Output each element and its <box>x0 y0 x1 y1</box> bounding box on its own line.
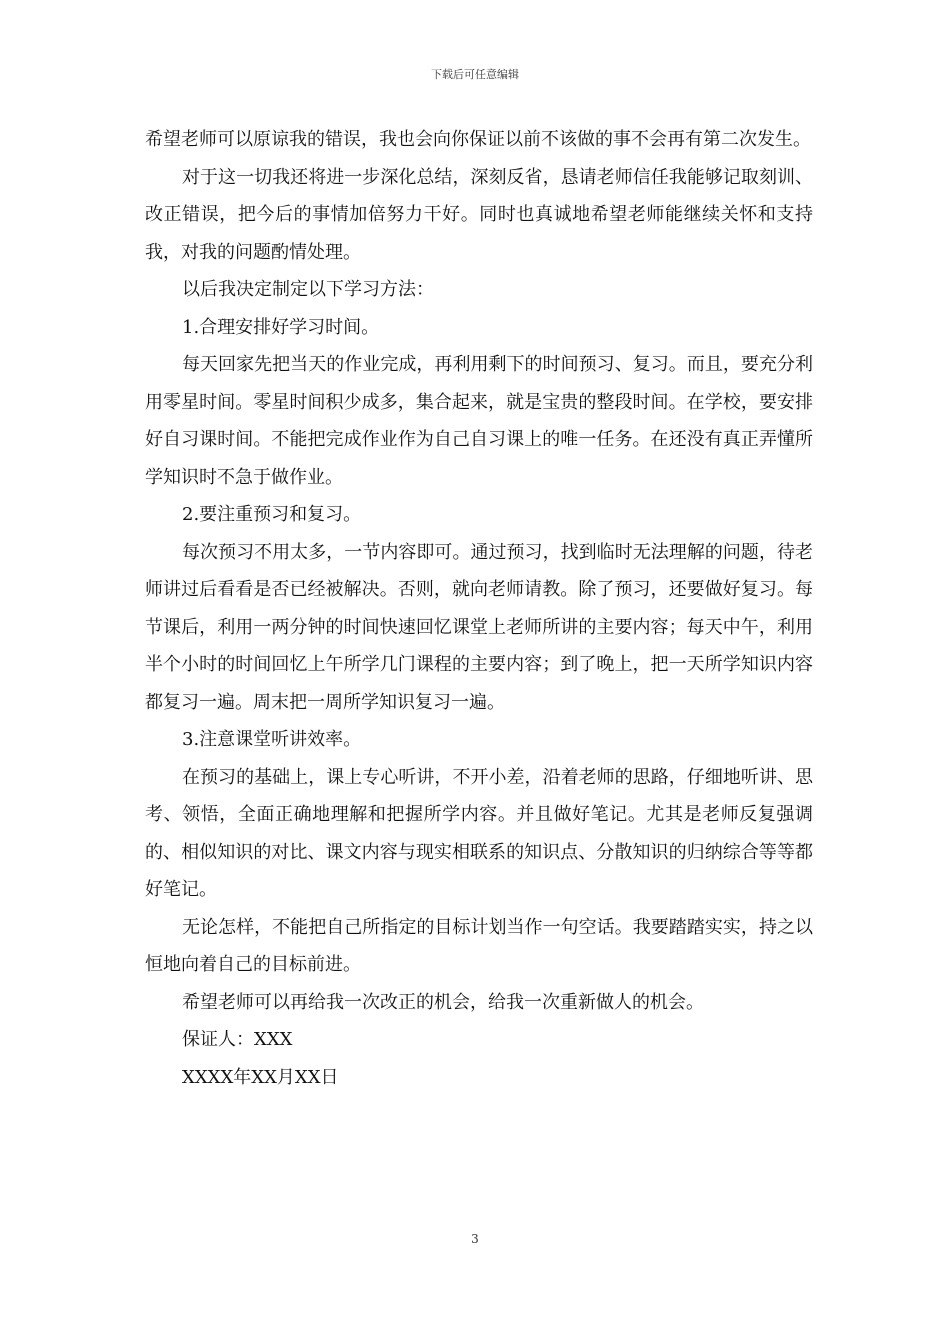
heading-method-2: 2.要注重预习和复习。 <box>182 504 362 525</box>
document-body <box>145 121 813 1096</box>
paragraph-methods-intro: 以后我决定制定以下学习方法： <box>182 279 434 300</box>
heading-method-3: 3.注意课堂听讲效率。 <box>182 729 362 750</box>
paragraph-method-2: 每次预习不用太多，一节内容即可。通过预习，找到临时无法理解的问题，待老师讲过后看看是否已经被解决。否则，就向老师请教。除了预习，还要做好复习。每节课后，利用一两分钟的时间快速回忆课堂上老师所讲的主要内容；每天中午，利用半个小时的时间回忆上午所学几门课程的主要内容；到了晚上，把一天所学知识内容都复习一遍。周末把一周所学知识复习一遍。 <box>145 541 813 713</box>
paragraph-method-3: 在预习的基础上，课上专心听讲，不开小差，沿着老师的思路，仔细地听讲、思考、领悟，全面正确地理解和把握所学内容。并且做好笔记。尤其是老师反复强调的、相似知识的对比、课文内容与现实相联系的知识点、分散知识的归纳综合等等都好笔记。 <box>145 766 813 900</box>
paragraph-request: 希望老师可以再给我一次改正的机会，给我一次重新做人的机会。 <box>182 991 704 1013</box>
page-header-note: 下载后可任意编辑 <box>431 68 519 81</box>
paragraph-method-1: 每天回家先把当天的作业完成，再利用剩下的时间预习、复习。而且，要充分利用零星时间。零星时间积少成多，集合起来，就是宝贵的整段时间。在学校，要安排好自习课时间。不能把完成作业作为自己自习课上的唯一任务。在还没有真正弄懂所学知识时不急于做作业。 <box>145 354 813 488</box>
signature-guarantor: 保证人：XXX <box>182 1029 293 1050</box>
signature-date: XXXX年XX月XX日 <box>182 1066 339 1088</box>
page-number: 3 <box>471 1232 479 1246</box>
paragraph-commitment: 无论怎样，不能把自己所指定的目标计划当作一句空话。我要踏踏实实，持之以恒地向着自己的目标前进。 <box>145 916 813 975</box>
heading-method-1: 1.合理安排好学习时间。 <box>182 316 380 338</box>
paragraph-reflection: 对于这一切我还将进一步深化总结，深刻反省，恳请老师信任我能够记取刻训、改正错误，把今后的事情加倍努力干好。同时也真诚地希望老师能继续关怀和支持我，对我的问题酌情处理。 <box>145 166 813 263</box>
paragraph-apology-continuation: 希望老师可以原谅我的错误，我也会向你保证以前不该做的事不会再有第二次发生。 <box>145 129 811 150</box>
